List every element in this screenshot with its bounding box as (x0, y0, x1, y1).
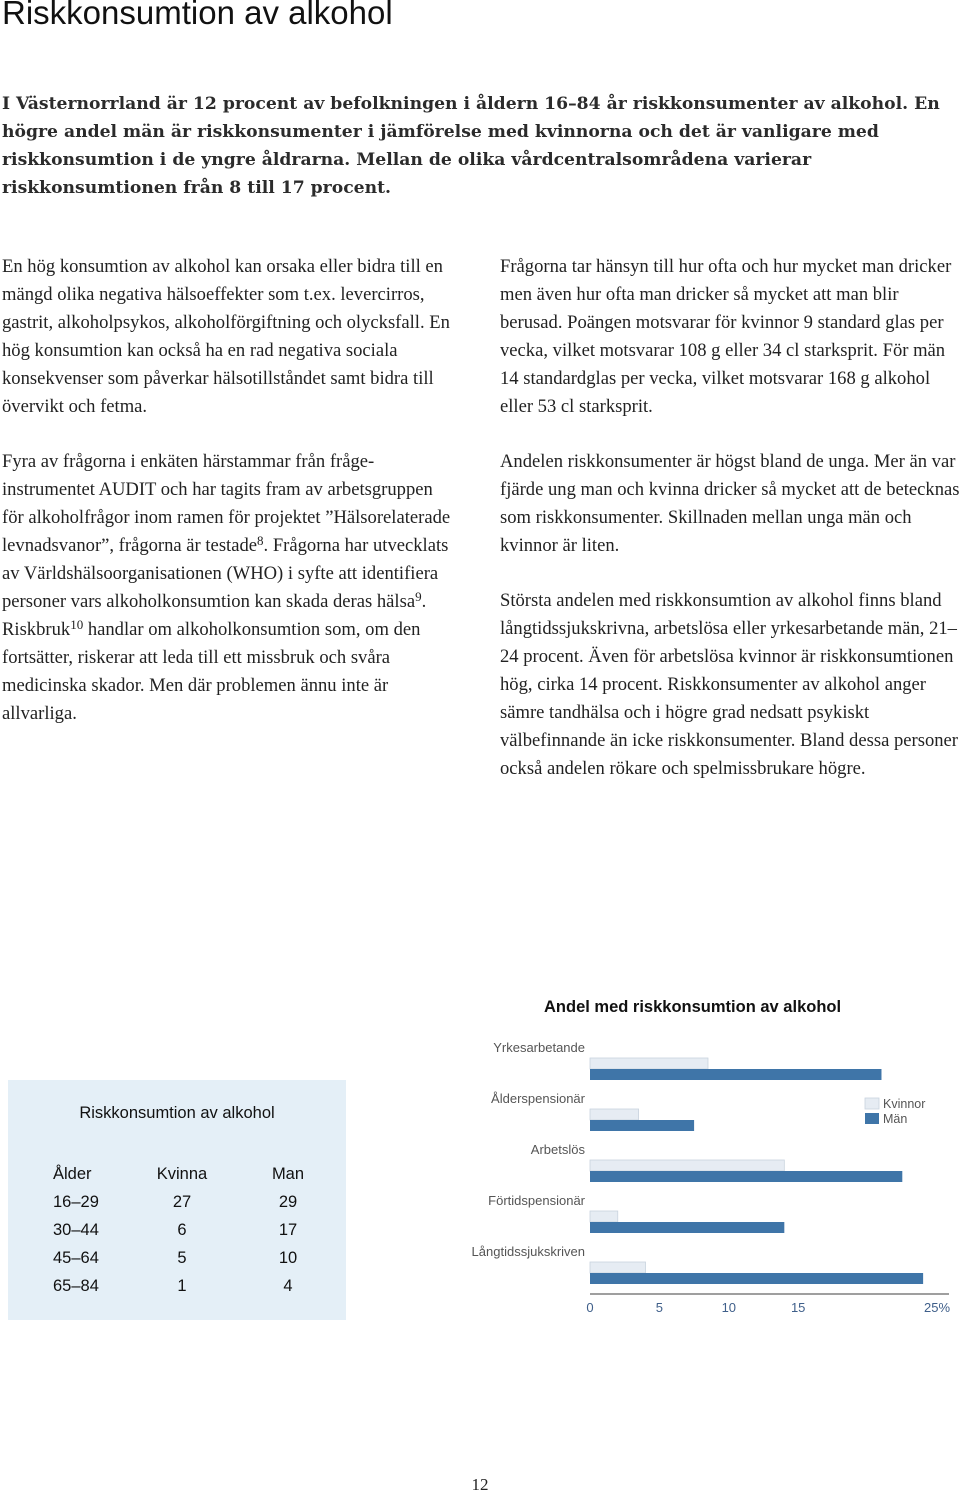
women-cell: 27 (172, 1193, 192, 1211)
men-cell: 17 (278, 1221, 298, 1239)
women-cell: 5 (177, 1249, 187, 1267)
right-paragraph-1: Frågorna tar hänsyn till hur ofta och hur mycket man dricker men även hur ofta man dricker så mycket att man blir berusad. Poängen motsvarar för kvinnor 9 standard glas per vecka, vilket motsvarar 108 g eller 34 cl starksprit. För män 14 standardglas per vecka, vilket motsvarar 168 g alkohol eller 53 cl starksprit. (500, 256, 952, 417)
bar-kvinnor-3 (590, 1160, 784, 1171)
footnote-ref-9[interactable]: 9 (415, 589, 422, 604)
age-cell: 65–84 (53, 1277, 99, 1295)
category-label: Långtidssjukskriven (471, 1244, 585, 1259)
right-column (500, 253, 960, 810)
age-cell: 16–29 (53, 1193, 99, 1211)
chart-title: Andel med riskkonsumtion av alkohol (544, 998, 842, 1016)
table-row (8, 1188, 346, 1216)
x-tick-label: 25% (923, 1300, 951, 1315)
age-table-title: Riskkonsumtion av alkohol (79, 1104, 275, 1122)
footnote-ref-8[interactable]: 8 (257, 533, 264, 548)
bar-män-3 (590, 1171, 902, 1182)
table-row (8, 1244, 346, 1272)
x-tick-label: 10 (721, 1300, 737, 1315)
bar-män-2 (590, 1120, 694, 1131)
page-number: 12 (471, 1475, 489, 1494)
left-paragraph-2-part-c: . Riskbruk (2, 591, 427, 640)
bar-kvinnor-1 (590, 1058, 708, 1069)
bar-kvinnor-5 (590, 1262, 646, 1273)
legend-swatch-män (865, 1113, 879, 1124)
legend-swatch-kvinnor (865, 1098, 879, 1109)
header-women: Kvinna (156, 1165, 208, 1183)
x-tick-label: 5 (655, 1300, 664, 1315)
footnote-ref-10[interactable]: 10 (70, 617, 84, 632)
left-paragraph-2-part-a: Fyra av frågorna i enkäten härstammar från frågeinstrumentet AUDIT och har tagits fram av arbetsgruppen för alkoholfrågor inom ramen för projektet ”Hälsorelaterade levnadsvanor”, frågorna är testade (2, 451, 451, 556)
age-cell: 30–44 (53, 1221, 99, 1239)
category-label: Förtidspensionär (488, 1193, 585, 1208)
right-paragraph-3: Största andelen med riskkonsumtion av alkohol finns bland långtidssjukskrivna, arbetslösa eller yrkesarbetande män, 21–24 procent. Även för arbetslösa kvinnor är riskkonsumtionen hög, cirka 14 procent. Riskkonsumenter av alkohol anger sämre tandhälsa och i högre grad nedsatt psykiskt välbefinnande än icke riskkonsumenter. Bland dessa personer också andelen rökare och spelmissbrukare högre. (500, 590, 958, 779)
age-table-header-row (8, 1160, 346, 1188)
age-table-box (8, 1080, 346, 1320)
right-paragraph-2: Andelen riskkonsumenter är högst bland de unga. Mer än var fjärde ung man och kvinna dricker så mycket att de betecknas som riskkonsumenter. Skillnaden mellan unga män och kvinnor är liten. (500, 451, 960, 556)
intro-paragraph: I Västernorrland är 12 procent av befolkningen i åldern 16–84 år riskkonsumenter av alkohol. En högre andel män är riskkonsumenter i jämförelse med kvinnorna och det är vanligare med riskkonsumtion i de yngre åldrarna. Mellan de olika vårdcentralsområdena varierar riskkonsumtionen från 8 till 17 procent. (2, 94, 940, 198)
left-column (2, 253, 457, 755)
bar-män-5 (590, 1273, 923, 1284)
left-paragraph-2 (2, 448, 457, 728)
bar-kvinnor-4 (590, 1211, 618, 1222)
bar-kvinnor-2 (590, 1109, 639, 1120)
men-cell: 10 (278, 1249, 298, 1267)
legend-label-män: Män (883, 1112, 908, 1126)
age-table (8, 1160, 346, 1300)
bar-män-4 (590, 1222, 784, 1233)
left-paragraph-2-part-b: . Frågorna har utvecklats av Världshälsoorganisationen (WHO) i syfte att identifiera personer vars alkoholkonsumtion kan skada deras hälsa (2, 535, 449, 612)
men-cell: 29 (278, 1193, 298, 1211)
category-label: Ålderspensionär (491, 1091, 585, 1106)
left-paragraph-2-part-d: handlar om alkoholkonsumtion som, om den fortsätter, riskerar att leda till ett missbruk och svåra medicinska skador. Men där problemen ännu inte är allvarliga. (2, 619, 421, 724)
category-label: Arbetslös (530, 1142, 585, 1157)
age-cell: 45–64 (53, 1249, 99, 1267)
risk-consumption-bar-chart (440, 1040, 960, 1320)
header-age: Ålder (53, 1165, 92, 1183)
x-tick-label: 15 (790, 1300, 806, 1315)
legend-label-kvinnor: Kvinnor (883, 1097, 926, 1111)
header-men: Man (271, 1165, 305, 1183)
x-tick-label: 0 (586, 1300, 594, 1315)
category-label: Yrkesarbetande (493, 1040, 585, 1055)
bar-män-1 (590, 1069, 881, 1080)
page-title: Riskkonsumtion av alkohol (2, 0, 393, 31)
table-row (8, 1216, 346, 1244)
left-paragraph-1: En hög konsumtion av alkohol kan orsaka eller bidra till en mängd olika negativa hälsoeffekter som t.ex. levercirros, gastrit, alkoholpsykos, alkoholförgiftning och olycksfall. En hög konsumtion kan också ha en rad negativa sociala konsekvenser som påverkar hälsotillståndet samt bidra till övervikt och fetma. (2, 256, 450, 417)
women-cell: 6 (177, 1221, 187, 1239)
table-row (8, 1272, 346, 1300)
women-cell: 1 (177, 1277, 187, 1295)
men-cell: 4 (283, 1277, 293, 1295)
